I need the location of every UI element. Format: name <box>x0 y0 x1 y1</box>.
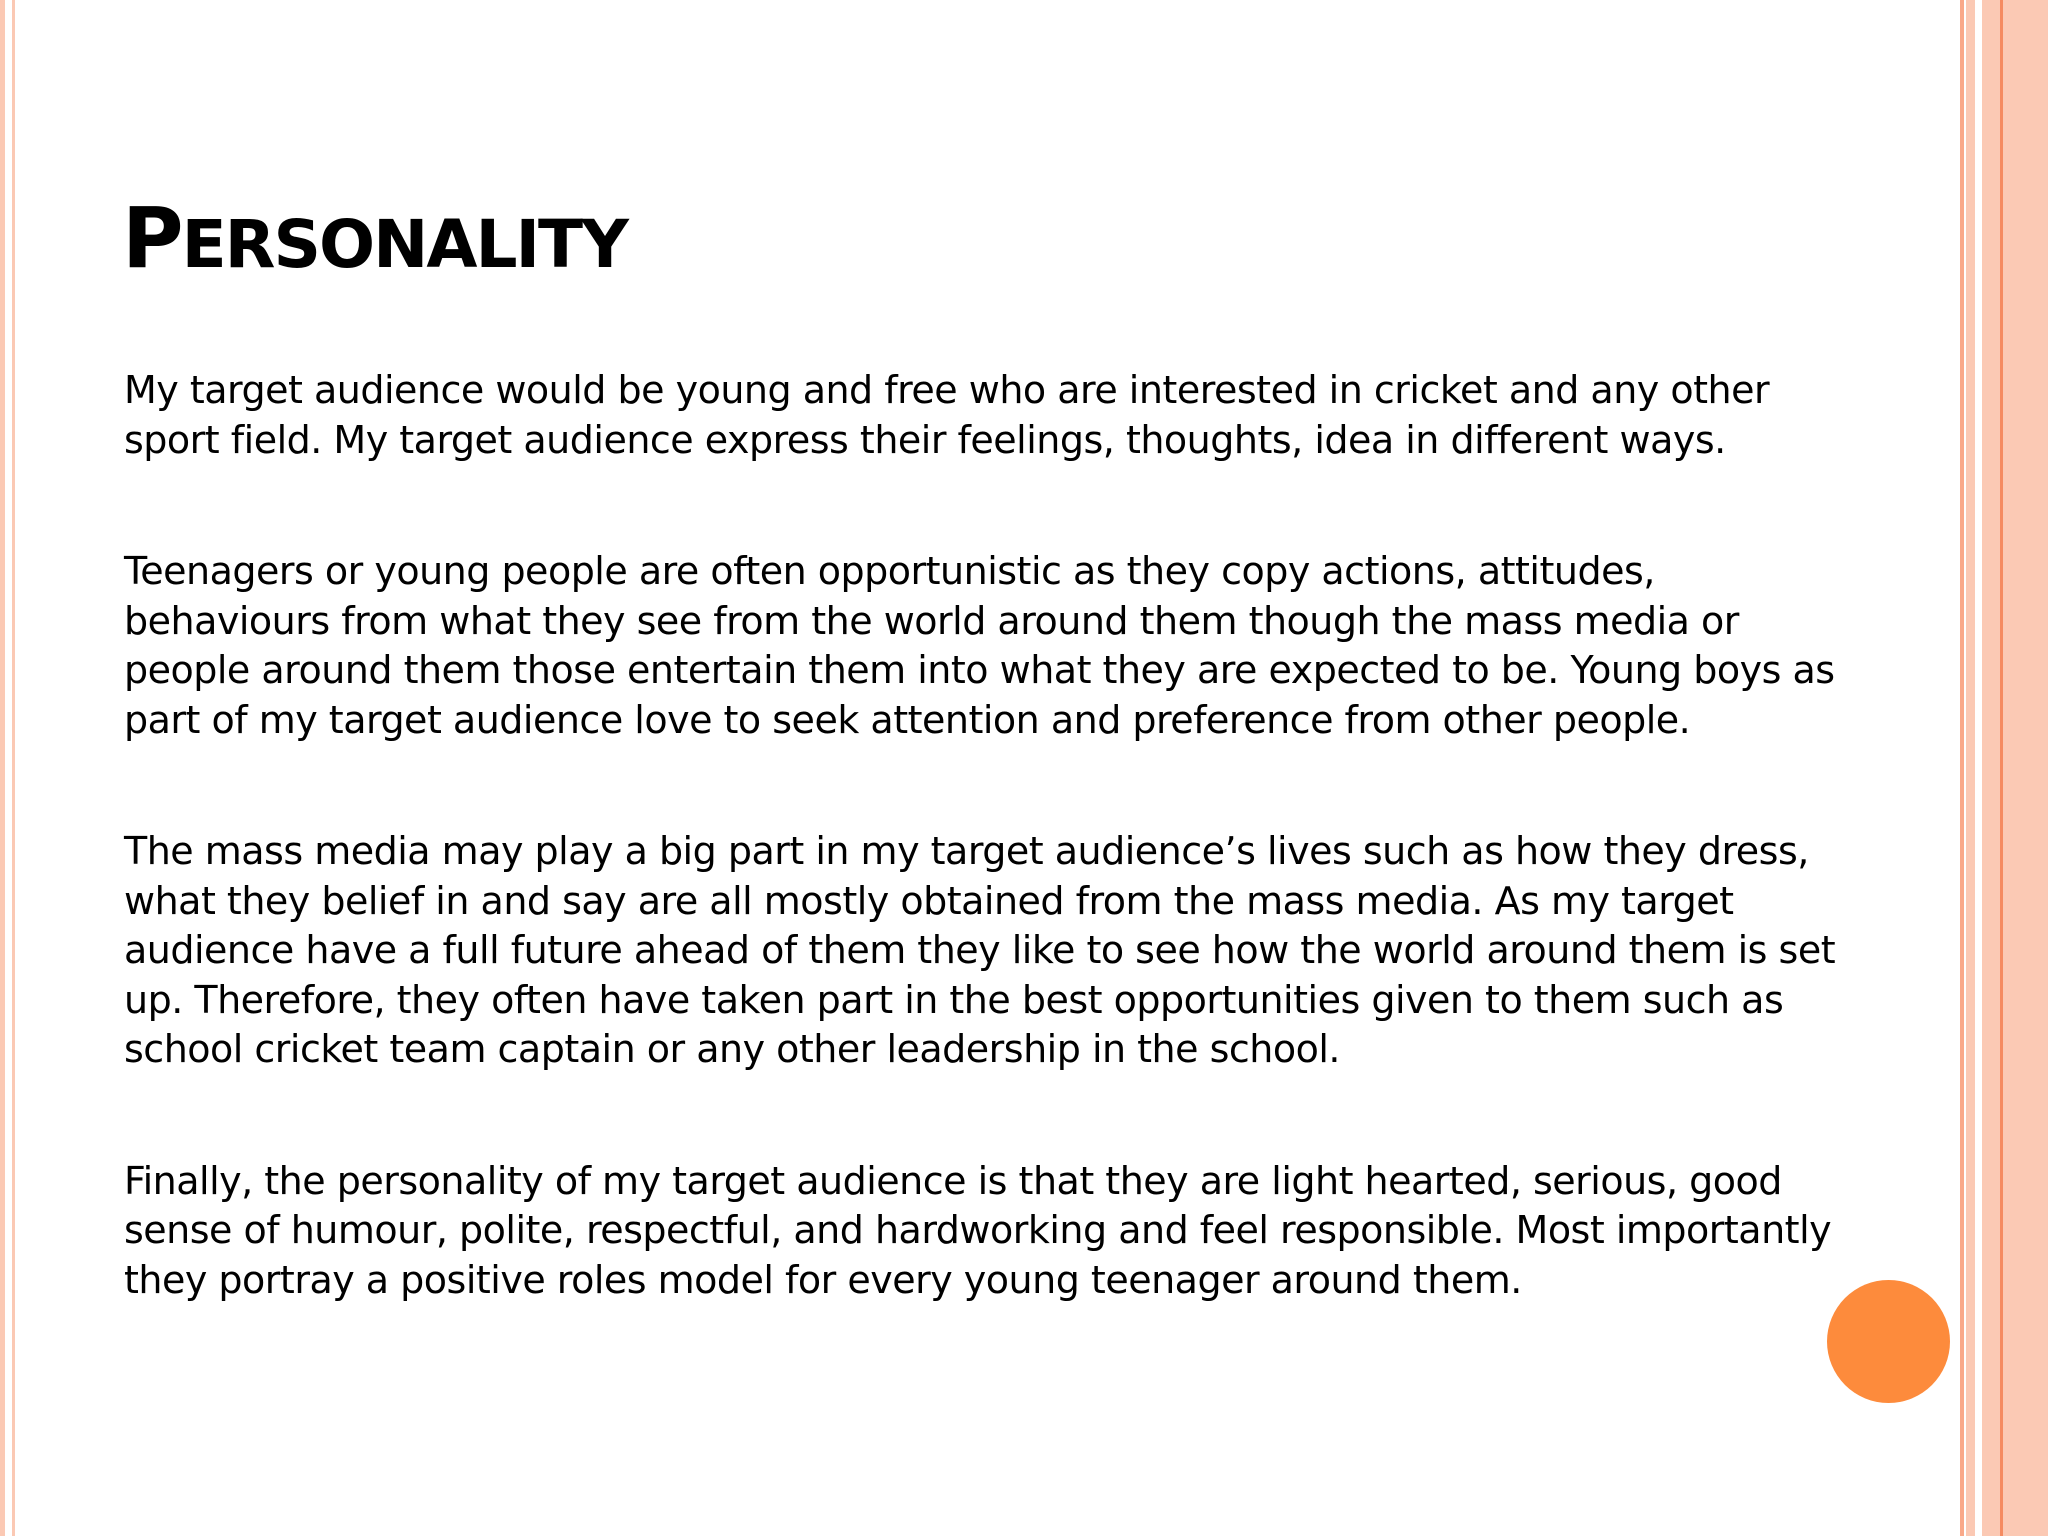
right-border-band-line <box>2000 0 2003 1536</box>
left-border-stripe-inner <box>12 0 15 1536</box>
title-rest: ERSONALITY <box>181 206 627 283</box>
slide-title <box>122 188 627 295</box>
title-initial: P <box>122 189 182 287</box>
paragraph-1: My target audience would be young and free who are interested in cricket and any other sport field. My target audience express their feelings, thoughts, idea in different ways. <box>124 368 1770 462</box>
right-border-stripe-medium <box>1966 0 1975 1536</box>
right-border-band <box>1982 0 2048 1536</box>
right-border-stripe-thin <box>1960 0 1964 1536</box>
paragraph-3: The mass media may play a big part in my target audience’s lives such as how they dress, what they belief in and say are all mostly obtained from the mass media. As my target audience have a full future ahead of them they like to see how the world around them is set up. Therefore, they often have taken part in the best opportunities given to them such as school cricket team captain or any other leadership in the school. <box>124 829 1836 1071</box>
paragraph-2: Teenagers or young people are often opportunistic as they copy actions, attitudes, behaviours from what they see from the world around them though the mass media or people around them those entertain them into what they are expected to be. Young boys as part of my target audience love to seek attention and preference from other people. <box>124 549 1835 742</box>
body-text <box>124 366 1844 1387</box>
left-border-stripe-outer <box>0 0 5 1536</box>
paragraph-4: Finally, the personality of my target audience is that they are light hearted, serious, good sense of humour, polite, respectful, and hardworking and feel responsible. Most importantly they portray a positive roles model for every young teenager around them. <box>124 1158 1832 1302</box>
orange-circle-decoration <box>1827 1280 1950 1403</box>
